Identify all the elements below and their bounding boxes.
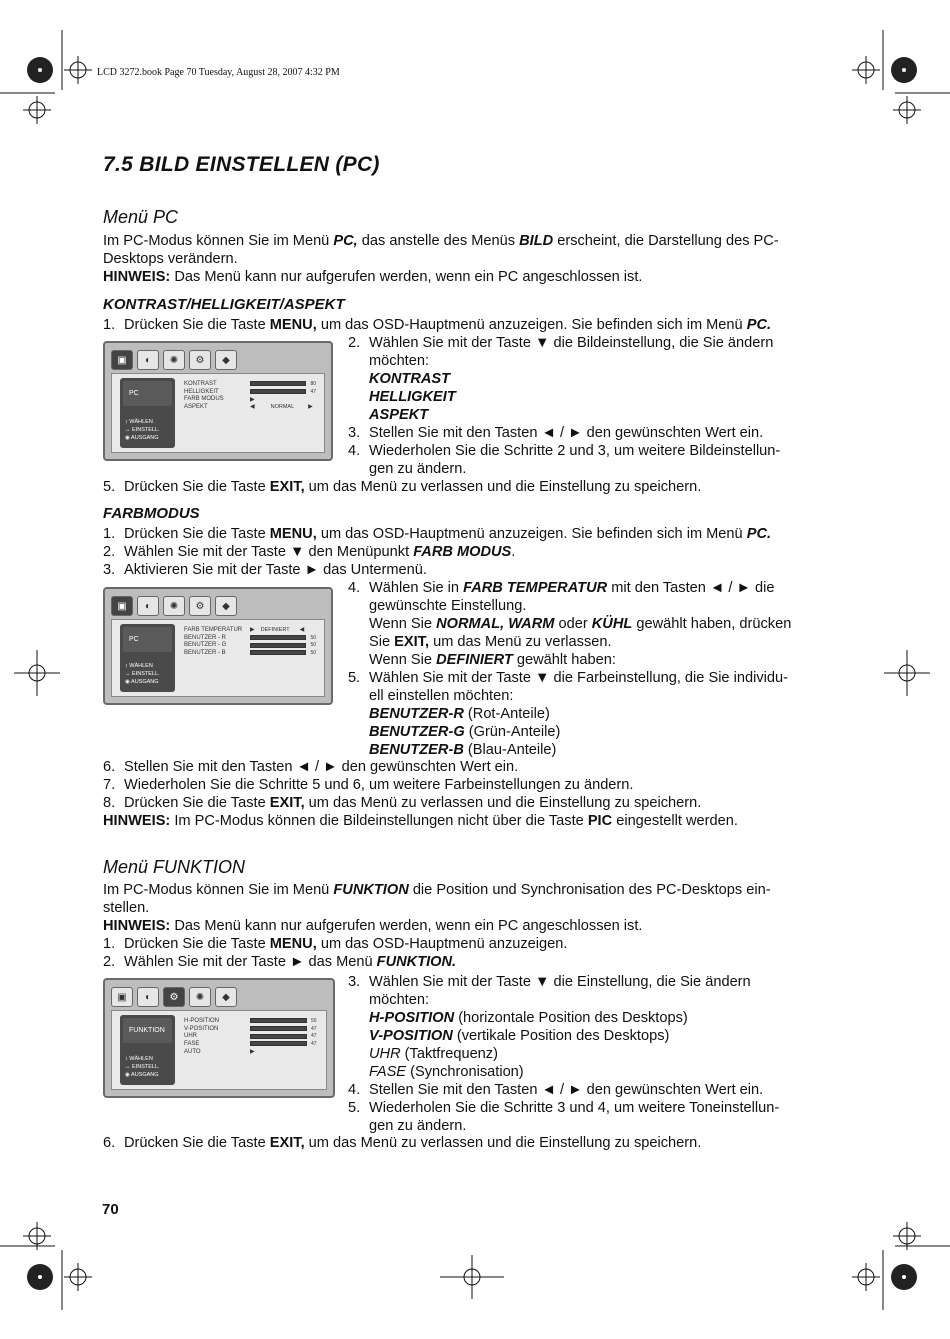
brightness-icon: ✺ [189,987,211,1007]
print-header-note: LCD 3272.book Page 70 Tuesday, August 28, 2007 4:32 PM [97,67,340,78]
osd-farbmodus-image: ▣ ◐ ✺ ⚙ ◆ PC ↕ WÄHLEN ↔ EINSTELL. ◉ AUSGANG FARB TEMPERATUR ▶ DEFINIERT ◀ BENUTZER - R 50 BENUTZER - G 50 BENUTZER - B 50 [103,587,333,705]
function-icon: ⚙ [189,596,211,616]
osd-pc-menu-image: ▣ ◐ ✺ ⚙ ◆ PC ↕ WÄHLEN ↔ EINSTELL. ◉ AUSGANG KONTRAST 80 HELLIGKEIT 47 FARB MODUS ▶ ASPEKT ◀ NORMAL ▶ [103,341,333,461]
farbmodus-steps-6-8: 6. Stellen Sie mit den Tasten ◄ / ► den gewünschten Wert ein. 7. Wiederholen Sie die Schritte 5 und 6, um weitere Farbeinstellungen zu ändern. 8. Drücken Sie die Taste EXIT, um das Menü zu verlassen und die Einstellung zu speichern. HINWEIS: Im PC-Modus können die Bildeinstellungen nicht über die Taste PIC eingestellt werden. [103,759,738,829]
brightness-icon: ✺ [163,350,185,370]
color-icon: ◐ [137,987,159,1007]
pc-icon: ▣ [111,987,133,1007]
osd-funktion-image: ▣ ◐ ⚙ ✺ ◆ FUNKTION ↕ WÄHLEN ↔ EINSTELL. ◉ AUSGANG H-POSITION 50 V-POSITION 47 UHR 47 FASE 47 AUTO ▶ [103,978,335,1098]
funktion-intro-steps: Im PC-Modus können Sie im Menü FUNKTION die Position und Synchronisation des PC-Desktops ein- stellen. HINWEIS: Das Menü kann nur aufgerufen werden, wenn ein PC angeschlossen ist. 1. Drücken Sie die Taste MENU, um das OSD-Hauptmenü anzuzeigen. 2. Wählen Sie mit der Taste ► das Menü FUNKTION. [103,882,771,970]
menu-pc-intro: Im PC-Modus können Sie im Menü PC, das anstelle des Menüs BILD erscheint, die Darstellung des PC- Desktops verändern. HINWEIS: Das Menü kann nur aufgerufen werden, wenn ein PC angeschlossen ist. [103,233,779,285]
kontrast-heading: KONTRAST/HELLIGKEIT/ASPEKT [103,296,345,313]
color-icon: ◐ [137,350,159,370]
function-icon: ⚙ [163,987,185,1007]
section-title: 7.5 BILD EINSTELLEN (PC) [103,153,380,176]
farbmodus-steps-4-5: 4. Wählen Sie in FARB TEMPERATUR mit den Tasten ◄ / ► die gewünschte Einstellung. Wenn Sie NORMAL, WARM oder KÜHL gewählt haben, drücken Sie EXIT, um das Menü zu verlassen. Wenn Sie DEFINIERT gewählt haben: 5. Wählen Sie mit der Taste ▼ die Farbeinstellung, die Sie individu- ell einstellen möchten: BENUTZER-R (Rot-Anteile) BENUTZER-G (Grün-Anteile) BENUTZER-B (Blau-Anteile) [348,580,792,758]
kontrast-steps-2-4: 2. Wählen Sie mit der Taste ▼ die Bildeinstellung, die Sie ändern möchten: KONTRAST HELLIGKEIT ASPEKT 3. Stellen Sie mit den Tasten ◄ / ► den gewünschten Wert ein. 4. Wiederholen Sie die Schritte 2 und 3, um weitere Bildeinstellun- gen zu ändern. [348,335,781,477]
farbmodus-heading: FARBMODUS [103,505,200,522]
funktion-step-6: 6. Drücken Sie die Taste EXIT, um das Menü zu verlassen und die Einstellung zu speichern. [103,1135,702,1151]
pc-icon: ▣ [111,350,133,370]
brightness-icon: ✺ [163,596,185,616]
page-number: 70 [102,1201,119,1218]
setup-icon: ◆ [215,987,237,1007]
color-icon: ◐ [137,596,159,616]
function-icon: ⚙ [189,350,211,370]
pc-icon: ▣ [111,596,133,616]
setup-icon: ◆ [215,350,237,370]
kontrast-step-5: 5. Drücken Sie die Taste EXIT, um das Menü zu verlassen und die Einstellung zu speichern. [103,479,702,495]
farbmodus-steps-1-3: 1. Drücken Sie die Taste MENU, um das OSD-Hauptmenü anzuzeigen. Sie befinden sich im Menü PC. 2. Wählen Sie mit der Taste ▼ den Menüpunkt FARB MODUS. 3. Aktivieren Sie mit der Taste ► das Untermenü. [103,526,772,578]
menu-funktion-heading: Menü FUNKTION [103,857,246,877]
funktion-steps-3-5: 3. Wählen Sie mit der Taste ▼ die Einstellung, die Sie ändern möchten: H-POSITION (horizontale Position des Desktops) V-POSITION (vertikale Position des Desktops) UHR (Taktfrequenz) FASE (Synchronisation) 4. Stellen Sie mit den Tasten ◄ / ► den gewünschten Wert ein. 5. Wiederholen Sie die Schritte 3 und 4, um weitere Toneinstellun- gen zu ändern. [348,974,780,1134]
menu-pc-heading: Menü PC [103,207,179,227]
kontrast-step-1: 1. Drücken Sie die Taste MENU, um das OSD-Hauptmenü anzuzeigen. Sie befinden sich im Menü PC. [103,317,772,333]
setup-icon: ◆ [215,596,237,616]
